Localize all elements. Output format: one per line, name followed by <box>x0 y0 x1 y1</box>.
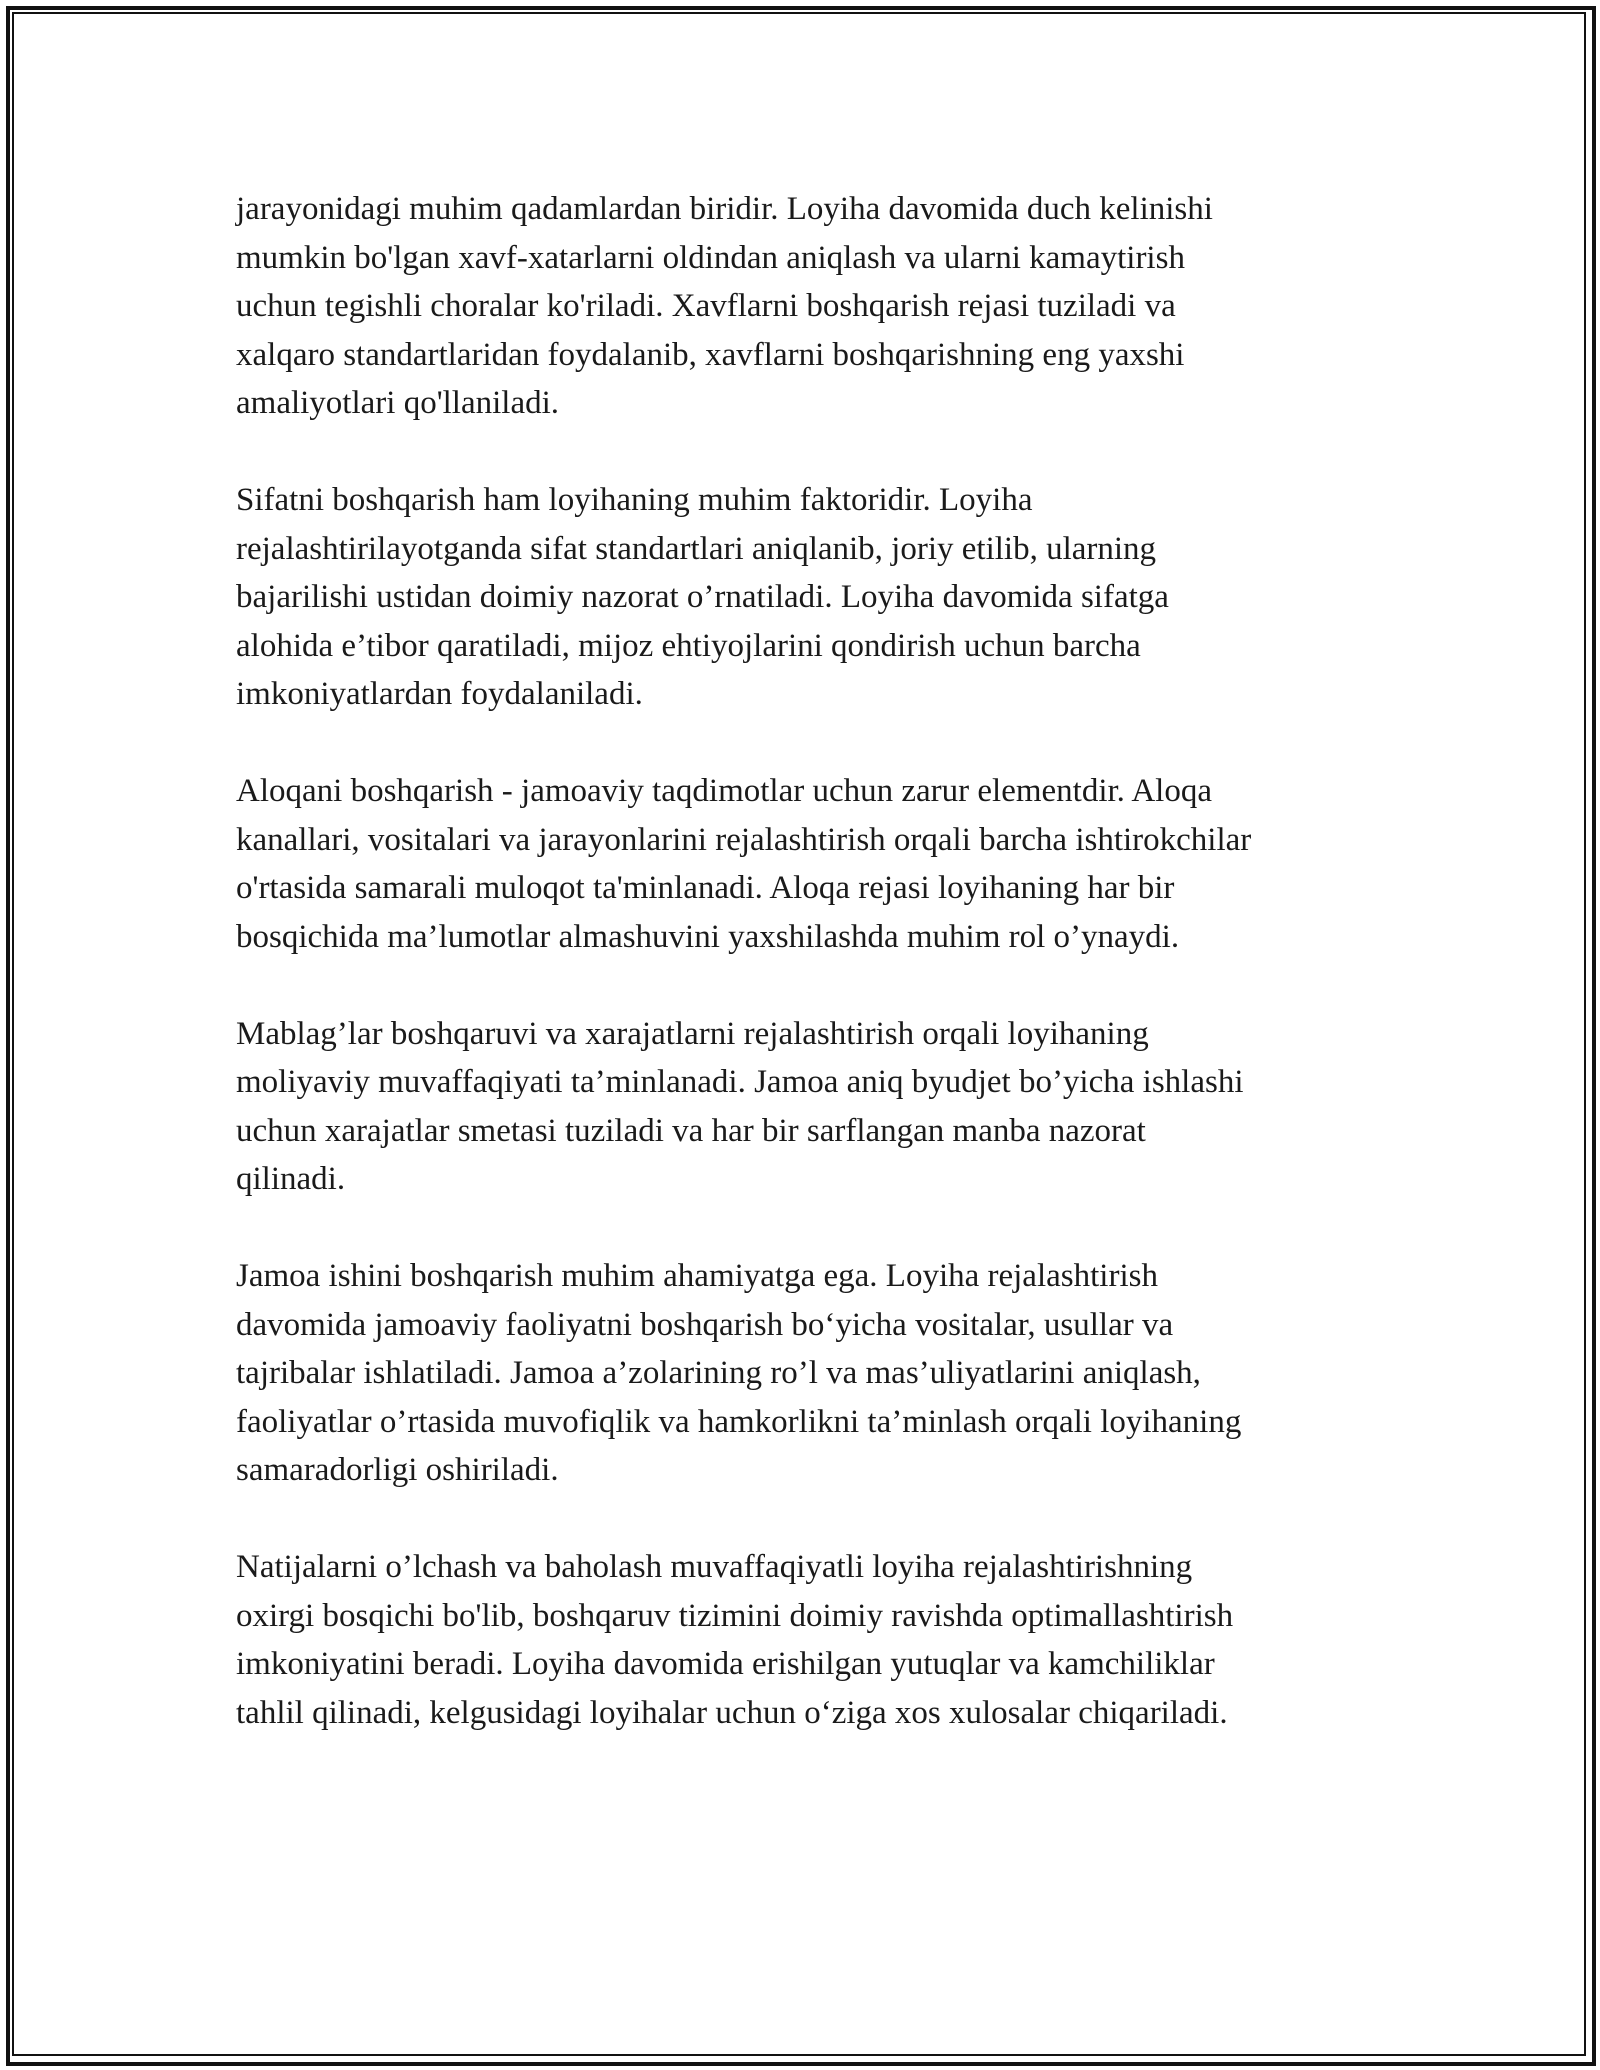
text-line: o'rtasida samarali muloqot ta'minlanadi. Aloqa rejasi loyihaning har bir <box>236 870 1175 906</box>
text-line: Aloqani boshqarish - jamoaviy taqdimotlar uchun zarur elementdir. Aloqa <box>236 773 1212 809</box>
text-line: davomida jamoaviy faoliyatni boshqarish bo‘yicha vositalar, usullar va <box>236 1306 1174 1343</box>
text-line: faoliyatlar o’rtasida muvofiqlik va hamkorlikni ta’minlash orqali loyihaning <box>236 1403 1242 1440</box>
text-line: tahlil qilinadi, kelgusidagi loyihalar uchun o‘ziga xos xulosalar chiqariladi. <box>236 1694 1228 1731</box>
text-line: xalqaro standartlaridan foydalanib, xavflarni boshqarishning eng yaxshi <box>236 336 1185 373</box>
text-line: amaliyotlari qo'llaniladi. <box>236 385 560 421</box>
text-line: Sifatni boshqarish ham loyihaning muhim faktoridir. Loyiha <box>236 482 1033 518</box>
text-line: alohida e’tibor qaratiladi, mijoz ehtiyojlarini qondirish uchun barcha <box>236 627 1141 664</box>
text-line: imkoniyatlardan foydalaniladi. <box>236 676 643 712</box>
paragraph-team-management <box>236 1252 1376 1495</box>
text-line: moliyaviy muvaffaqiyati ta’minlanadi. Jamoa aniq byudjet bo’yicha ishlashi <box>236 1064 1244 1100</box>
text-line: samaradorligi oshiriladi. <box>236 1452 559 1488</box>
text-line: uchun xarajatlar smetasi tuziladi va har bir sarflangan manba nazorat <box>236 1112 1146 1149</box>
document-body <box>236 185 1376 1786</box>
text-line: oxirgi bosqichi bo'lib, boshqaruv tizimini doimiy ravishda optimallashtirish <box>236 1597 1234 1634</box>
text-line: qilinadi. <box>236 1161 346 1197</box>
paragraph-communication-management <box>236 767 1376 961</box>
paragraph-quality-management <box>236 476 1376 719</box>
text-line: kanallari, vositalari va jarayonlarini rejalashtirish orqali barcha ishtirokchilar <box>236 821 1252 858</box>
paragraph-results-evaluation <box>236 1543 1376 1737</box>
text-line: rejalashtirilayotganda sifat standartlari aniqlanib, joriy etilib, ularning <box>236 530 1157 567</box>
text-line: bajarilishi ustidan doimiy nazorat o’rnatiladi. Loyiha davomida sifatga <box>236 579 1169 615</box>
text-line: Natijalarni o’lchash va baholash muvaffaqiyatli loyiha rejalashtirishning <box>236 1549 1193 1585</box>
paragraph-budget-management <box>236 1010 1376 1204</box>
text-line: tajribalar ishlatiladi. Jamoa a’zolarining ro’l va mas’uliyatlarini aniqlash, <box>236 1355 1201 1391</box>
text-line: imkoniyatini beradi. Loyiha davomida erishilgan yutuqlar va kamchiliklar <box>236 1646 1215 1682</box>
text-line: uchun tegishli choralar ko'riladi. Xavflarni boshqarish rejasi tuziladi va <box>236 288 1176 324</box>
text-line: Mablag’lar boshqaruvi va xarajatlarni rejalashtirish orqali loyihaning <box>236 1015 1149 1052</box>
text-line: bosqichida ma’lumotlar almashuvini yaxshilashda muhim rol o’ynaydi. <box>236 918 1180 955</box>
text-line: mumkin bo'lgan xavf-xatarlarni oldindan aniqlash va ularni kamaytirish <box>236 239 1185 276</box>
text-line: Jamoa ishini boshqarish muhim ahamiyatga ega. Loyiha rejalashtirish <box>236 1258 1158 1294</box>
text-line: jarayonidagi muhim qadamlardan biridir. Loyiha davomida duch kelinishi <box>236 191 1213 227</box>
paragraph-risk-management <box>236 185 1376 428</box>
